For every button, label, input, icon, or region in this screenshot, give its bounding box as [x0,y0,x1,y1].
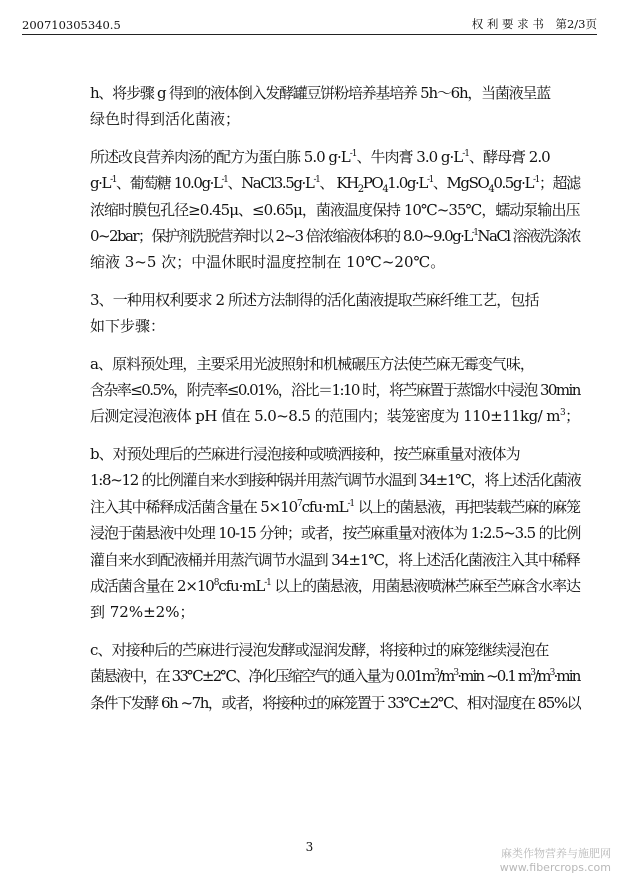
superscript: 8 [213,577,219,588]
superscript: -1 [533,175,539,186]
text-run: /m [437,667,454,686]
text-run: cfu·mL [218,576,265,595]
text-run: 注入其中稀释成活菌含量在 5×10 [90,497,297,516]
text-run: 3、一种用权利要求 2 所述方法制得的活化菌液提取苎麻纤维工艺，包括 [90,290,539,309]
text-line [60,441,580,467]
text-run: b、对预处理后的苎麻进行浸泡接种或喷洒接种，按苎麻重量对液体为 [90,444,520,463]
text-run: ； [565,407,580,426]
text-run: 成活菌含量在 2×10 [90,576,214,595]
claim-paragraph [60,80,580,133]
text-line [60,599,580,625]
subscript: 4 [488,184,494,196]
text-line [60,377,580,403]
text-run: 0.5g·L [493,174,534,193]
superscript: 3 [559,408,566,419]
text-line [60,520,580,546]
text-run: 、MgSO [432,174,489,193]
text-line [60,573,580,599]
text-line [60,249,580,275]
text-line [60,170,580,196]
text-run: 含杂率≤0.5%，附壳率≤0.01%，浴比＝1:10 时，将苎麻置于蒸馏水中浸泡 30min [90,381,580,400]
text-line [60,313,580,339]
watermark [500,847,611,875]
text-run: ；超滤 [538,174,580,193]
text-run: 菌悬液中，在 33℃±2℃、净化压缩空气的通入量为 0.01m [90,667,434,686]
section-title: 权 利 要 求 书 [471,17,544,31]
page-info: 第2/3页 [555,17,597,31]
claim-paragraph [60,441,580,626]
claim-paragraph [60,287,580,340]
text-line [60,80,580,106]
text-run: /m [534,667,550,686]
superscript: -1 [221,175,228,186]
superscript: -1 [462,148,470,159]
superscript: -1 [471,228,478,239]
superscript: -1 [349,148,357,159]
text-run: ·min [553,667,580,686]
text-run: 缩液 3~5 次；中温休眠时温度控制在 10℃~20℃。 [90,253,446,272]
text-line [60,223,580,249]
text-run: 绿色时得到活化菌液； [90,110,241,129]
text-run: 0~2bar；保护剂洗脱营养时以 2~3 倍浓缩液体积的 8.0~9.0g·L [90,227,472,246]
claim-paragraph [60,637,580,716]
superscript: 3 [453,668,458,679]
text-run: h、将步骤 g 得到的液体倒入发酵罐豆饼粉培养基培养 5h～6h，当菌液呈蓝 [90,84,550,102]
text-line [60,287,580,313]
text-line [60,494,580,520]
text-run: 、NaCl3.5g·L [227,174,314,193]
superscript: -1 [264,577,271,588]
text-run: 以上的菌悬液，再把装载苎麻的麻笼 [354,497,580,516]
superscript: 7 [297,498,302,509]
superscript: -1 [426,175,433,186]
text-run: ·min ~0.1 m [457,667,531,686]
text-run: 所述改良营养肉汤的配方为蛋白胨 5.0 g·L [90,147,350,166]
superscript: 3 [433,668,438,679]
text-run: PO [362,174,383,193]
text-run: 浓缩时膜包孔径≥0.45μ、≤0.65μ，菌液温度保持 10℃~35℃，蠕动泵输出压 [90,200,580,219]
text-run: c、对接种后的苎麻进行浸泡发酵或湿润发酵，将接种过的麻笼继续浸泡在 [90,640,549,659]
text-line [60,144,580,170]
header-right [472,16,597,32]
superscript: -1 [347,498,355,509]
text-run: 、葡萄糖 10.0g·L [116,174,222,193]
claim-paragraph [60,351,580,430]
text-run: 如下步骤： [90,317,166,336]
text-run: 到 72%±2%； [90,603,195,622]
text-run: NaCl 溶液洗涤浓 [477,227,580,246]
text-line [60,663,580,689]
claims-text [60,80,580,727]
text-line [60,197,580,223]
text-run: 1.0g·L [387,174,427,193]
document-number: 200710305340.5 [22,18,121,32]
superscript: -1 [110,175,117,186]
watermark-url: www.fibercrops.com [499,861,611,874]
claim-paragraph [60,144,580,276]
text-run: g·L [90,174,111,193]
page-number: 3 [305,840,314,854]
text-line [60,547,580,573]
text-run: 、 KH [319,174,358,193]
text-line [60,351,580,377]
header-divider [22,34,597,35]
text-line [60,403,580,429]
text-run: 浸泡于菌悬液中处理 10-15 分钟；或者，按苎麻重量对液体为 1:2.5~3.5 的比例 [90,524,581,543]
text-run: 1:8~12 的比例灌自来水到接种锅并用蒸汽调节水温到 34±1℃，将上述活化菌液 [90,471,581,490]
text-run: 、酵母膏 2.0 [469,147,550,166]
text-run: 后测定浸泡液体 pH 值在 5.0~8.5 的范围内；装笼密度为 110±11kg/ m [90,407,560,426]
subscript: 4 [382,184,388,196]
text-line [60,467,580,493]
subscript: 2 [357,184,363,196]
page-header [22,10,597,32]
superscript: -1 [313,175,320,186]
superscript: 3 [549,668,554,679]
text-run: cfu·mL [301,497,348,516]
text-run: 灌自来水到配液桶并用蒸汽调节水温到 34±1℃，将上述活化菌液注入其中稀释 [90,550,580,569]
superscript: 3 [530,668,535,679]
text-line [60,690,580,716]
watermark-site-name: 麻类作物营养与施肥网 [501,847,611,860]
text-run: 、牛肉膏 3.0 g·L [356,147,463,166]
text-line [60,637,580,663]
text-run: 以上的菌悬液，用菌悬液喷淋苎麻至苎麻含水率达 [270,576,580,595]
text-run: 条件下发酵 6h ~7h，或者，将接种过的麻笼置于 33℃±2℃、相对湿度在 85%以 [90,693,581,712]
text-run: a、原料预处理，主要采用光波照射和机械碾压方法使苎麻无霉变气味， [90,354,534,373]
text-line [60,106,580,132]
